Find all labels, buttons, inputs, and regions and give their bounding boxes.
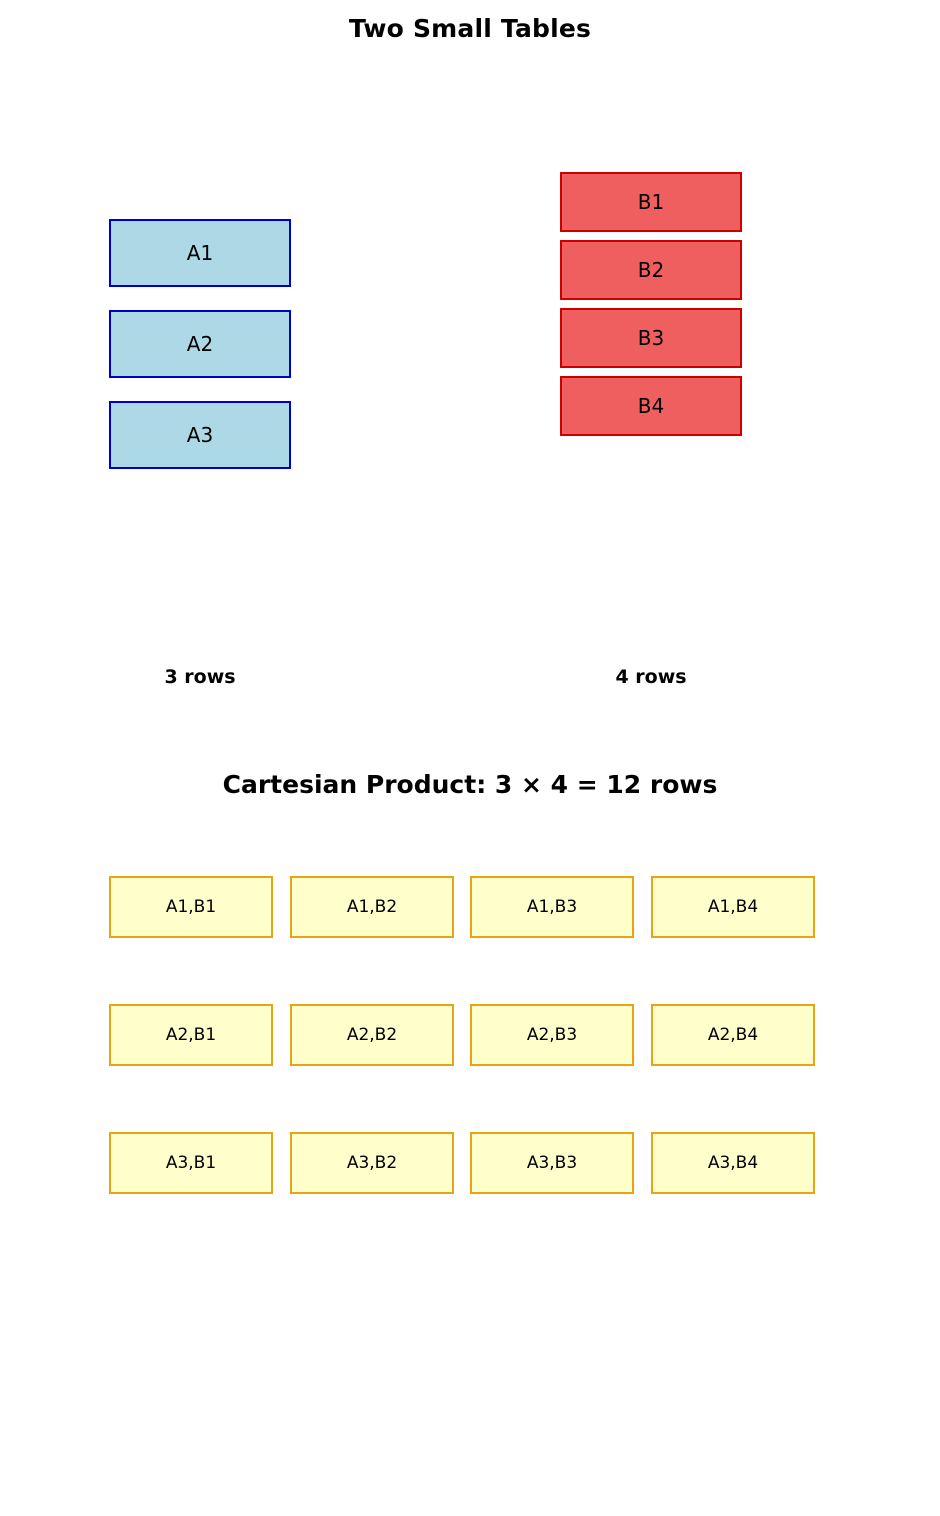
table-b-row-4	[560, 376, 742, 436]
product-cell	[470, 876, 634, 938]
table-a-row-3	[109, 401, 291, 469]
product-cell-label: A3,B3	[526, 1152, 578, 1173]
product-cell-label: A1,B2	[346, 896, 398, 917]
table-b-row-1	[560, 172, 742, 232]
product-cell	[109, 1004, 273, 1066]
table-b-row-label: B1	[637, 190, 665, 214]
table-b-row-label: B2	[637, 258, 665, 282]
table-a-row-label: A1	[186, 241, 214, 265]
product-cell-label: A2,B2	[346, 1024, 398, 1045]
table-b-count-label: 4 rows	[615, 666, 687, 688]
product-cell-label: A3,B2	[346, 1152, 398, 1173]
product-cell-label: A3,B4	[707, 1152, 759, 1173]
table-a-row-label: A3	[186, 423, 214, 447]
table-b-row-label: B3	[637, 326, 665, 350]
product-cell	[651, 1132, 815, 1194]
product-cell	[651, 876, 815, 938]
product-cell	[290, 1132, 454, 1194]
table-b-row-2	[560, 240, 742, 300]
product-cell-label: A1,B3	[526, 896, 578, 917]
product-cell	[109, 1132, 273, 1194]
product-cell-label: A1,B1	[165, 896, 217, 917]
product-cell	[290, 1004, 454, 1066]
page-title: Two Small Tables	[348, 14, 592, 43]
product-cell-label: A2,B3	[526, 1024, 578, 1045]
product-cell	[651, 1004, 815, 1066]
product-cell-label: A3,B1	[165, 1152, 217, 1173]
table-b-row-3	[560, 308, 742, 368]
table-a-row-label: A2	[186, 332, 214, 356]
cartesian-product-title: Cartesian Product: 3 × 4 = 12 rows	[222, 770, 718, 799]
product-cell-label: A2,B4	[707, 1024, 759, 1045]
product-cell	[109, 876, 273, 938]
product-cell	[470, 1004, 634, 1066]
product-cell	[290, 876, 454, 938]
table-a-count-label: 3 rows	[164, 666, 236, 688]
product-cell	[470, 1132, 634, 1194]
table-a-row-2	[109, 310, 291, 378]
product-cell-label: A1,B4	[707, 896, 759, 917]
table-a-row-1	[109, 219, 291, 287]
table-b-row-label: B4	[637, 394, 665, 418]
product-cell-label: A2,B1	[165, 1024, 217, 1045]
